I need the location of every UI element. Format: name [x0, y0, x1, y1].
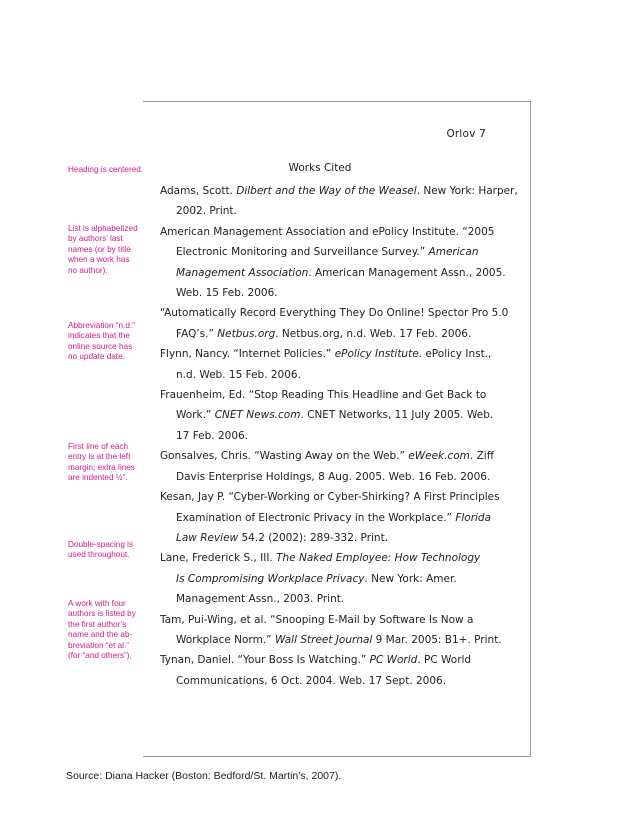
citation-title-italic: The Naked Employee: How Technology [276, 552, 481, 565]
citation-entry [160, 650, 480, 691]
citation-line [160, 528, 480, 548]
citation-title-italic: eWeek.com [408, 450, 470, 463]
citation-line [160, 242, 480, 262]
citation-text: Lane, Frederick S., III. [160, 552, 277, 565]
citation-line [160, 569, 480, 589]
citation-text: “Automatically Record Everything They Do Online! Spector Pro 5.0 [160, 307, 509, 320]
citation-text: Kesan, Jay P. “Cyber-Working or Cyber-Shirking? A First Principles [160, 491, 500, 504]
annotation-line: Heading is centered. [68, 165, 144, 174]
citation-text: Frauenheim, Ed. “Stop Reading This Headline and Get Back to [160, 389, 487, 402]
citation-title-italic: Netbus.org [217, 327, 276, 340]
citation-text: Tam, Pui-Wing, et al. “Snooping E-Mail by Software Is Now a [160, 613, 474, 626]
citation-text: American Management Association and ePolicy Institute. “2005 [160, 225, 495, 238]
citation-line [160, 365, 480, 385]
citation-text: 54.2 (2002): 289-332. Print. [238, 531, 389, 544]
citation-title-italic: American [428, 246, 479, 259]
citation-text: . ePolicy Inst., [418, 348, 492, 361]
citation-line [160, 426, 480, 446]
citation-title-italic: Is Compromising Workplace Privacy [176, 572, 365, 585]
citation-text: . Netbus.org, n.d. Web. 17 Feb. 2006. [275, 327, 472, 340]
annotation-line: Double-spacing is [68, 540, 134, 549]
annotation-line: names (or by title [68, 244, 131, 254]
citation-entry [160, 303, 509, 344]
citation-text: Work.” [176, 409, 215, 422]
annotation-line: when a work has [68, 255, 130, 265]
citation-text: FAQ’s.” [176, 327, 218, 340]
citation-entry [160, 548, 480, 609]
citation-entry [160, 181, 518, 222]
margin-annotation [68, 321, 148, 363]
citation-line [160, 487, 500, 507]
citation-line [160, 548, 480, 568]
citation-text: n.d. Web. 15 Feb. 2006. [176, 368, 301, 381]
citation-title-italic: CNET News.com [214, 409, 301, 422]
citation-title-italic: Law Review [176, 531, 239, 544]
citation-line [160, 610, 480, 630]
citation-line [160, 630, 502, 650]
citation-text: . New York: Harper, [416, 185, 518, 197]
citation-line [160, 201, 480, 221]
running-head: Orlov 7 [446, 128, 486, 140]
citation-line [160, 446, 494, 466]
citation-line [160, 344, 492, 364]
citation-entry [160, 610, 502, 651]
annotation-line: online source has [68, 341, 133, 351]
citation-text: Tynan, Daniel. “Your Boss Is Watching.” [160, 654, 370, 667]
citation-line [160, 405, 494, 425]
annotation-line: First line of each [68, 442, 129, 451]
works-cited-list [160, 181, 518, 691]
citation-title-italic: ePolicy Institute [334, 348, 419, 361]
citation-line [160, 650, 480, 670]
citation-entry [160, 385, 494, 446]
citation-text: Davis Enterprise Holdings, 8 Aug. 2005. Web. 16 Feb. 2006. [176, 470, 491, 483]
margin-annotation [68, 599, 148, 661]
citation-line [160, 283, 480, 303]
annotation-line: by authors’ last [68, 234, 123, 244]
citation-title-italic: Dilbert and the Way of the Weasel [236, 185, 417, 197]
annotation-line: authors is listed by [68, 609, 136, 619]
citation-text: Web. 15 Feb. 2006. [176, 287, 278, 300]
citation-text: . New York: Amer. [364, 572, 457, 585]
citation-text: 9 Mar. 2005: B1+. Print. [372, 633, 502, 646]
citation-text: . Ziff [469, 450, 494, 463]
annotation-line: (for “and others”). [68, 651, 132, 661]
citation-title-italic: Management Association [176, 266, 309, 279]
works-cited-title: Works Cited [288, 162, 352, 174]
annotation-line: entry is at the left [68, 452, 131, 462]
citation-text: 2002. Print. [176, 205, 237, 218]
citation-entry [160, 222, 506, 304]
annotation-line: margin; extra lines [68, 462, 135, 472]
citation-line [160, 181, 518, 201]
annotation-line: List is alphabetized [68, 224, 138, 233]
margin-annotation [68, 224, 148, 276]
citation-title-italic: Wall Street Journal [274, 633, 373, 646]
margin-annotation [68, 442, 148, 484]
citation-text: Adams, Scott. [160, 185, 237, 197]
citation-line [160, 385, 487, 405]
citation-text: 17 Feb. 2006. [176, 429, 249, 442]
citation-text: Management Assn., 2003. Print. [176, 593, 345, 606]
citation-text: Gonsalves, Chris. “Wasting Away on the Web.” [160, 450, 409, 463]
margin-annotation [68, 165, 148, 175]
citation-text: Examination of Electronic Privacy in the Workplace.” [176, 511, 456, 524]
annotation-line: name and the ab- [68, 630, 133, 640]
citation-line [160, 263, 506, 283]
annotation-line: indicates that the [68, 331, 130, 341]
citation-text: Workplace Norm.” [176, 633, 275, 646]
citation-title-italic: PC World [369, 654, 418, 667]
annotation-line: used throughout. [68, 550, 130, 560]
annotation-line: breviation “et al.” [68, 640, 129, 650]
citation-line [160, 324, 480, 344]
source-credit: Source: Diana Hacker (Boston: Bedford/St. Martin’s, 2007). [66, 770, 342, 782]
citation-text: . CNET Networks, 11 July 2005. Web. [300, 409, 494, 422]
citation-text: . American Management Assn., 2005. [308, 266, 506, 279]
citation-entry [160, 446, 494, 487]
citation-text: Communications, 6 Oct. 2004. Web. 17 Sept. 2006. [176, 674, 447, 687]
citation-line [160, 303, 509, 323]
citation-title-italic: Florida [455, 511, 492, 524]
annotation-line: the first author’s [68, 619, 127, 629]
annotation-line: A work with four [68, 599, 126, 608]
citation-line [160, 671, 480, 691]
citation-line [160, 467, 491, 487]
citation-line [160, 222, 495, 242]
annotation-line: are indented ½”. [68, 473, 128, 483]
citation-text: . PC World [417, 654, 472, 667]
annotation-line: no update date. [68, 352, 125, 362]
margin-annotation [68, 540, 148, 561]
annotation-line: Abbreviation “n.d.” [68, 321, 135, 330]
citation-line [160, 508, 492, 528]
citation-text: Flynn, Nancy. “Internet Policies.” [160, 348, 335, 361]
annotation-line: no author). [68, 265, 108, 275]
citation-text: Electronic Monitoring and Surveillance Survey.” [176, 246, 429, 259]
citation-entry [160, 344, 492, 385]
citation-line [160, 589, 480, 609]
citation-entry [160, 487, 500, 548]
